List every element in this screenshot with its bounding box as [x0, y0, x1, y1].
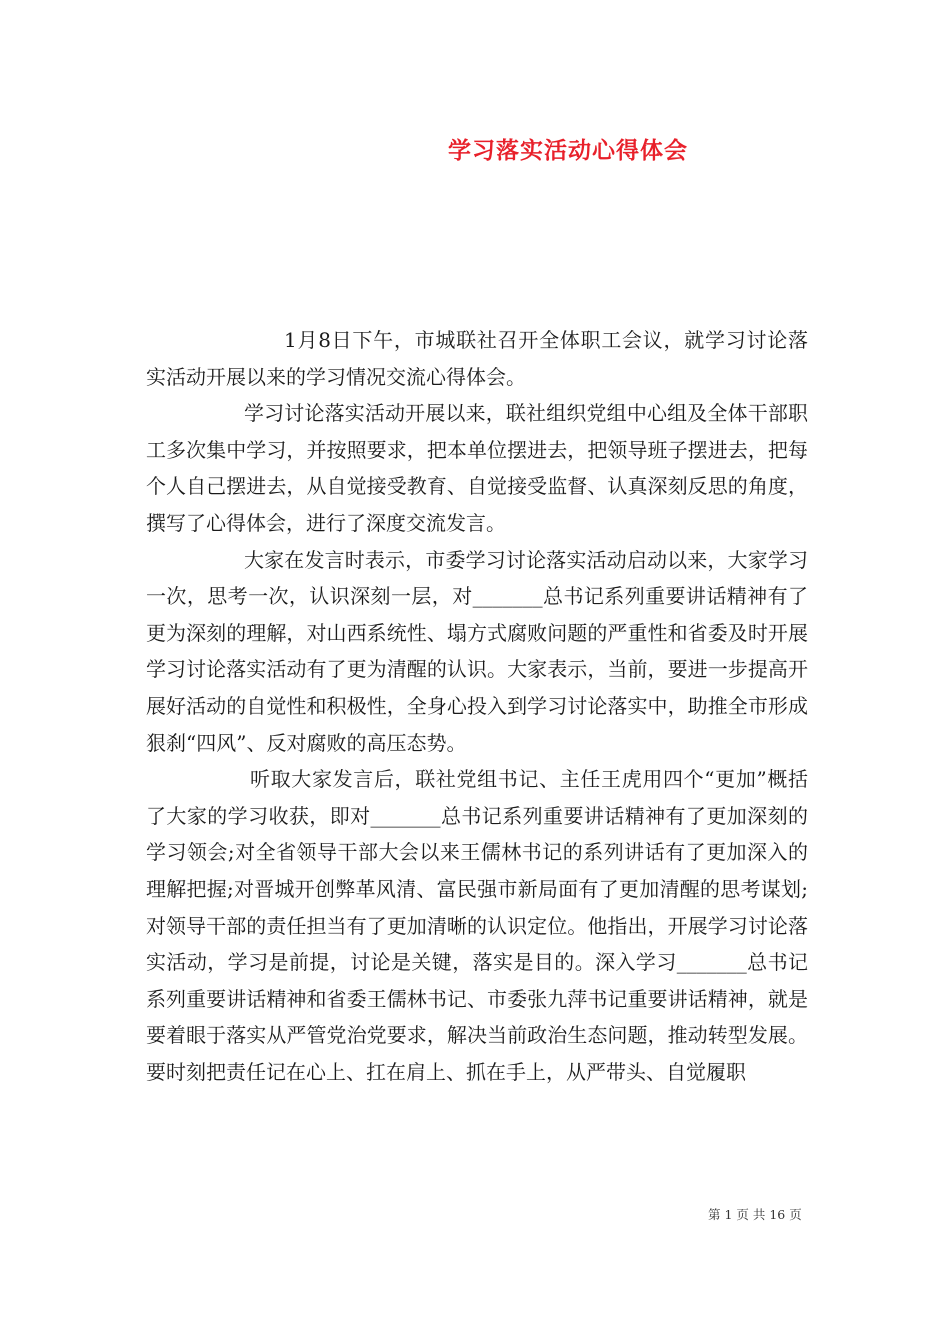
paragraph-1: 1月8日下午，市城联社召开全体职工会议，就学习讨论落实活动开展以来的学习情况交流心得体会。	[146, 328, 808, 389]
paragraph-3: 大家在发言时表示，市委学习讨论落实活动启动以来，大家学习一次，思考一次，认识深刻一层，对_______总书记系列重要讲话精神有了更为深刻的理解，对山西系统性、塌方式腐败问题的严重性和省委及时开展学习讨论落实活动有了更为清醒的认识。大家表示，当前，要进一步提高开展好活动的自觉性和积极性，全身心投入到学习讨论落实中，助推全市形成狠刹“四风”、反对腐败的高压态势。	[146, 547, 808, 755]
paragraph-4: 听取大家发言后，联社党组书记、主任王虎用四个“更加”概括了大家的学习收获，即对_______总书记系列重要讲话精神有了更加深刻的学习领会;对全省领导干部大会以来王儒林书记的系列讲话有了更加深入的理解把握;对晋城开创弊革风清、富民强市新局面有了更加清醒的思考谋划;对领导干部的责任担当有了更加清晰的认识定位。他指出，开展学习讨论落实活动，学习是前提，讨论是关键，落实是目的。深入学习_______总书记系列重要讲话精神和省委王儒林书记、市委张九萍书记重要讲话精神，就是要着眼于落实从严管党治党要求，解决当前政治生态问题，推动转型发展。要时刻把责任记在心上、扛在肩上、抓在手上，从严带头、自觉履职	[146, 767, 808, 1084]
page-number-footer: 第 1 页 共 16 页	[708, 1207, 802, 1222]
document-body	[146, 322, 808, 1090]
document-title: 学习落实活动心得体会	[448, 138, 688, 164]
paragraph-2: 学习讨论落实活动开展以来，联社组织党组中心组及全体干部职工多次集中学习，并按照要求，把本单位摆进去，把领导班子摆进去，把每个人自己摆进去，从自觉接受教育、自觉接受监督、认真深刻反思的角度，撰写了心得体会，进行了深度交流发言。	[146, 401, 808, 535]
